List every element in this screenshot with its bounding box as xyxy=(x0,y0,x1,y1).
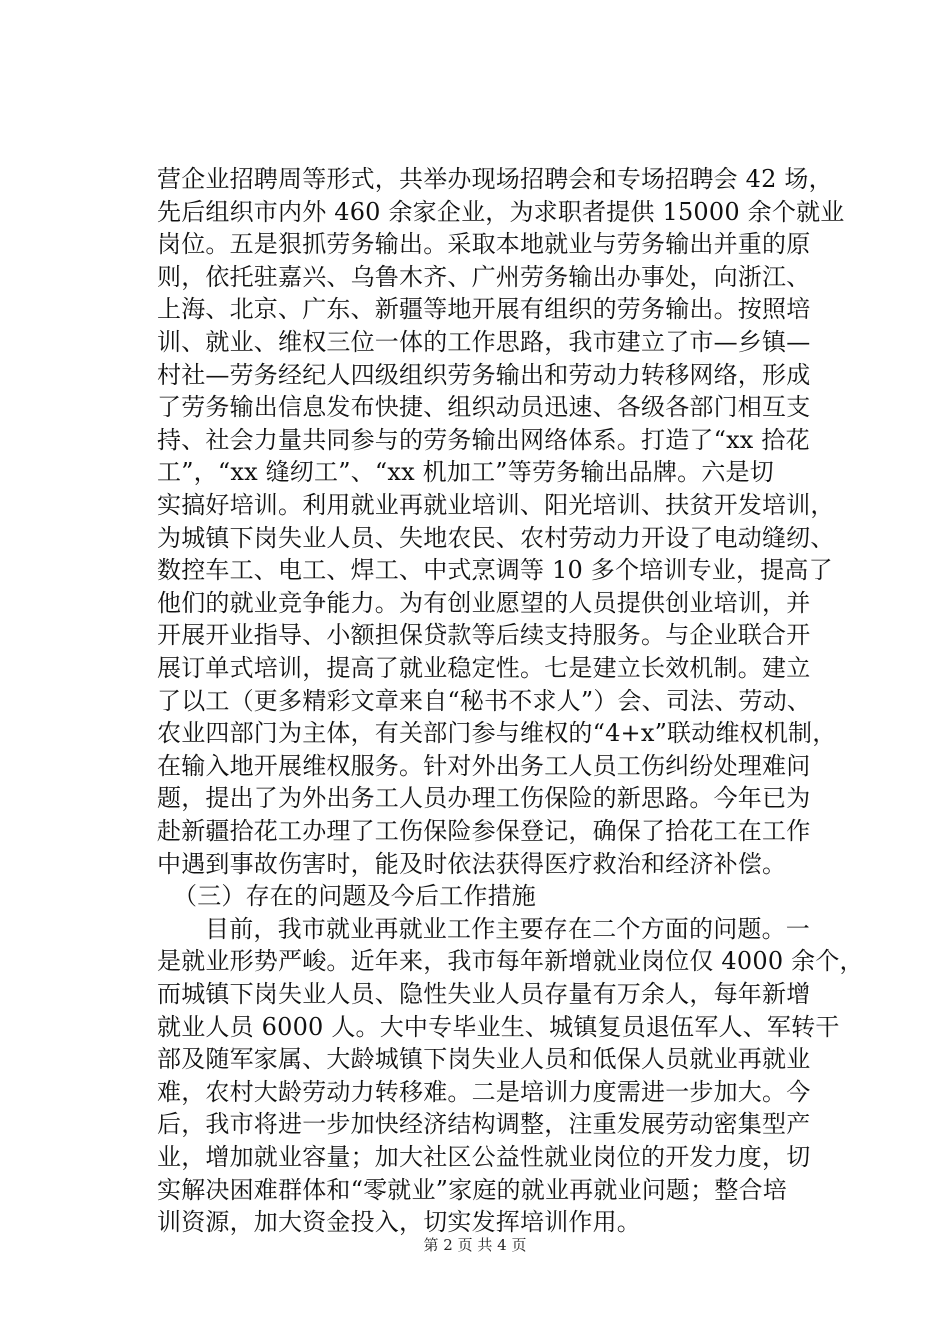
body-text-line: 实解决困难群体和“零就业”家庭的就业再就业问题；整合培 xyxy=(157,1175,787,1204)
body-text-line: 持、社会力量共同参与的劳务输出网络体系。打造了“xx 拾花 xyxy=(157,425,810,454)
body-text-line: 上海、北京、广东、新疆等地开展有组织的劳务输出。按照培 xyxy=(157,295,811,324)
body-text-line: 是就业形势严峻。近年来，我市每年新增就业岗位仅 4000 余个， xyxy=(157,947,864,976)
body-text-line: 在输入地开展维权服务。针对外出务工人员工伤纠纷处理难问 xyxy=(157,751,811,780)
body-text-line: 农业四部门为主体，有关部门参与维权的“4+x”联动维权机制， xyxy=(157,719,837,748)
body-text-line: 数控车工、电工、焊工、中式烹调等 10 多个培训专业，提高了 xyxy=(157,556,833,585)
body-text-line: 营企业招聘周等形式，共举办现场招聘会和专场招聘会 42 场， xyxy=(157,165,833,193)
body-text-line: 目前，我市就业再就业工作主要存在二个方面的问题。一 xyxy=(205,914,810,943)
body-text-line: 而城镇下岗失业人员、隐性失业人员存量有万余人，每年新增 xyxy=(157,980,811,1008)
section-heading: （三）存在的问题及今后工作措施 xyxy=(173,882,536,911)
body-text-line: 实搞好培训。利用就业再就业培训、阳光培训、扶贫开发培训， xyxy=(157,491,835,519)
body-text-line: 岗位。五是狠抓劳务输出。采取本地就业与劳务输出并重的原 xyxy=(157,230,811,259)
body-text-line: 中遇到事故伤害时，能及时依法获得医疗救治和经济补偿。 xyxy=(157,849,787,878)
body-text-line: 展订单式培训，提高了就业稳定性。七是建立长效机制。建立 xyxy=(157,654,811,682)
body-text-line: 部及随军家属、大龄城镇下岗失业人员和低保人员就业再就业 xyxy=(157,1045,811,1074)
body-text-line: 难，农村大龄劳动力转移难。二是培训力度需进一步加大。今 xyxy=(157,1077,811,1106)
body-text-line: 先后组织市内外 460 余家企业，为求职者提供 15000 余个就业 xyxy=(157,197,845,226)
body-text-line: 后，我市将进一步加快经济结构调整，注重发展劳动密集型产 xyxy=(157,1110,811,1139)
body-text-line: 了劳务输出信息发布快捷、组织动员迅速、各级各部门相互支 xyxy=(157,393,811,422)
body-text-line: 就业人员 6000 人。大中专毕业生、城镇复员退伍军人、军转干 xyxy=(157,1012,840,1041)
body-text-line: 业，增加就业容量；加大社区公益性就业岗位的开发力度，切 xyxy=(157,1143,811,1171)
body-text-line: 了以工（更多精彩文章来自“秘书不求人”）会、司法、劳动、 xyxy=(157,686,812,715)
body-text-line: 赴新疆拾花工办理了工伤保险参保登记，确保了拾花工在工作 xyxy=(157,817,811,845)
body-text-line: 题，提出了为外出务工人员办理工伤保险的新思路。今年已为 xyxy=(157,784,811,813)
page-number-footer: 第 2 页 共 4 页 xyxy=(423,1236,527,1254)
body-text-line: 他们的就业竞争能力。为有创业愿望的人员提供创业培训，并 xyxy=(157,588,811,617)
body-text-line: 则，依托驻嘉兴、乌鲁木齐、广州劳务输出办事处，向浙江、 xyxy=(157,262,811,291)
body-text-line: 开展开业指导、小额担保贷款等后续支持服务。与企业联合开 xyxy=(157,621,811,650)
body-text-line: 工”，“xx 缝纫工”、“xx 机加工”等劳务输出品牌。六是切 xyxy=(157,458,774,487)
body-text-line: 训资源，加大资金投入，切实发挥培训作用。 xyxy=(157,1208,641,1237)
body-text-line: 为城镇下岗失业人员、失地农民、农村劳动力开设了电动缝纫、 xyxy=(157,523,835,552)
body-text-line: 村社—劳务经纪人四级组织劳务输出和劳动力转移网络，形成 xyxy=(157,360,811,389)
body-text-line: 训、就业、维权三位一体的工作思路，我市建立了市—乡镇— xyxy=(157,328,811,356)
